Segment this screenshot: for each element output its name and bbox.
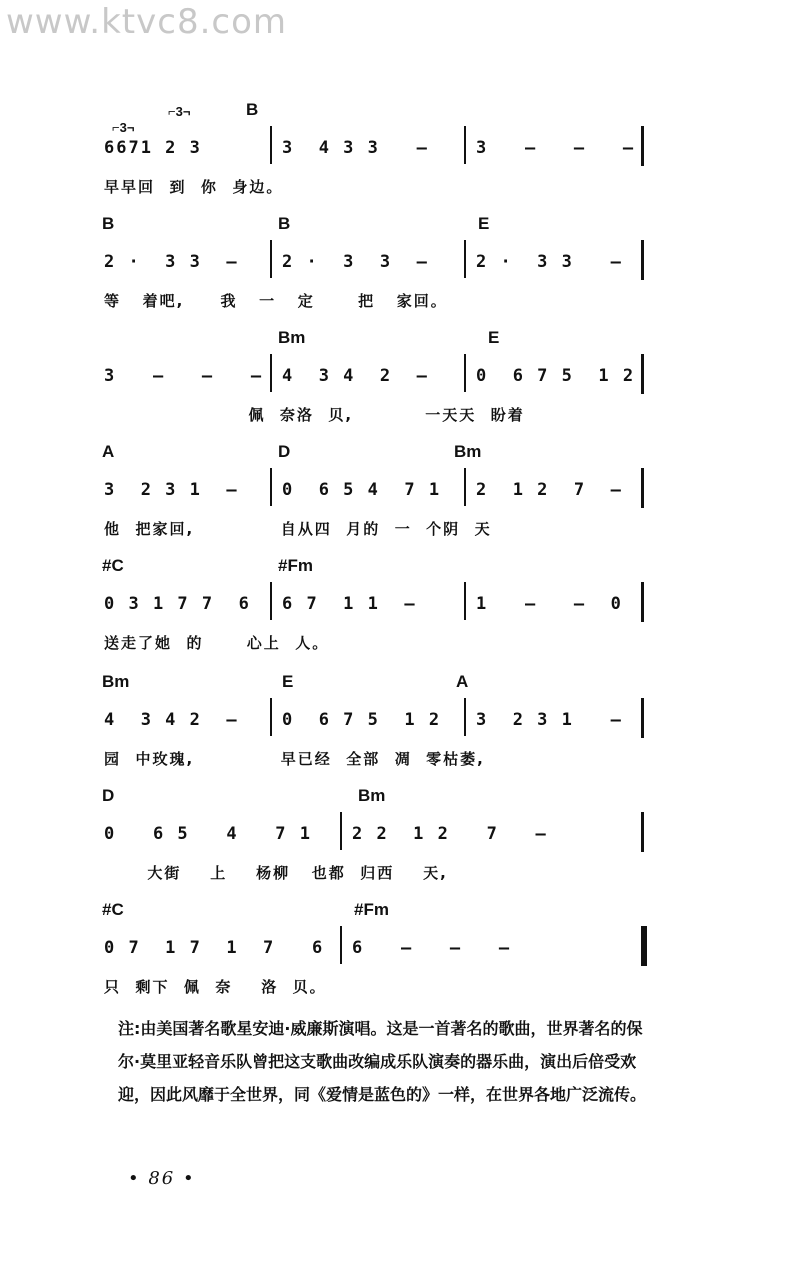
chord-symbol: D — [102, 786, 115, 805]
chord-symbol: Bm — [278, 328, 306, 347]
bar-line — [270, 126, 272, 164]
notes-row — [96, 924, 656, 968]
measure — [468, 238, 658, 278]
bar-line — [270, 240, 272, 278]
chord-row — [96, 442, 656, 466]
chord-row — [96, 214, 656, 238]
lyric-line: 佩 奈洛 贝, 一天天 盼着 — [104, 406, 525, 424]
watermark: www.ktvc8.com — [6, 2, 287, 42]
measure — [274, 238, 464, 278]
measure-notes: 4 3 4 2 — — [282, 366, 429, 386]
measure-notes: 2 · 3 3 — — [104, 252, 239, 272]
measure-notes: 0 6 5 4 7 1 — [104, 824, 312, 844]
chord-symbol: B — [102, 214, 115, 233]
tuplet-mark: ⌐3¬ — [112, 120, 135, 135]
measure-notes: 3 2 3 1 — — [104, 480, 239, 500]
measure-notes: 6 7 1 1 — — [282, 594, 417, 614]
notes-row — [96, 124, 656, 168]
measure-notes: 6 — — — — [352, 938, 512, 958]
measure — [96, 580, 276, 620]
chord-symbol: #Fm — [354, 900, 389, 919]
chord-symbol: Bm — [454, 442, 482, 461]
end-bar-line — [641, 240, 644, 280]
measure — [96, 924, 346, 964]
bar-line — [464, 240, 466, 278]
lyric-line: 他 把家回, 自从四 月的 一 个阴 天 — [104, 520, 492, 538]
measure — [344, 924, 654, 964]
chord-symbol: #C — [102, 900, 124, 919]
measure-notes: 2 1 2 7 — — [476, 480, 623, 500]
footnote — [118, 1012, 658, 1111]
chord-symbol: A — [456, 672, 469, 691]
chord-symbol: #C — [102, 556, 124, 575]
measure-notes: 2 · 3 3 — — [282, 252, 429, 272]
measure-notes: 0 6 5 4 7 1 — [282, 480, 442, 500]
lyric-line: 大街 上 杨柳 也都 归西 天, — [104, 864, 448, 882]
measure — [96, 352, 276, 392]
chord-row — [96, 900, 656, 924]
page-number: • 86 • — [128, 1168, 196, 1189]
lyric-line: 园 中玫瑰, 早已经 全部 凋 零枯萎, — [104, 750, 485, 768]
bar-line — [464, 126, 466, 164]
measure — [96, 810, 346, 850]
measure — [344, 810, 654, 850]
lyric-line: 只 剩下 佩 奈 洛 贝。 — [104, 978, 327, 996]
measure-notes: 4 3 4 2 — — [104, 710, 239, 730]
notes-row — [96, 696, 656, 740]
notes-row — [96, 810, 656, 854]
measure — [468, 696, 658, 736]
chord-symbol: B — [278, 214, 291, 233]
end-bar-line — [641, 582, 644, 622]
chord-symbol: D — [278, 442, 291, 461]
end-bar-line — [641, 468, 644, 508]
chord-row — [96, 328, 656, 352]
measure — [274, 124, 464, 164]
chord-row — [96, 672, 656, 696]
measure — [468, 466, 658, 506]
measure-notes: 3 2 3 1 — — [476, 710, 623, 730]
measure-notes: 3 — — — — [104, 366, 264, 386]
measure-notes: 1 — — 0 — [476, 594, 623, 614]
measure — [468, 124, 658, 164]
measure — [96, 466, 276, 506]
bar-line — [270, 354, 272, 392]
measure — [274, 580, 464, 620]
measure-notes: 3 — — — — [476, 138, 636, 158]
bar-line — [464, 354, 466, 392]
end-bar-line — [641, 354, 644, 394]
chord-symbol: A — [102, 442, 115, 461]
measure-notes: 0 3 1 7 7 6 — [104, 594, 251, 614]
bar-line — [340, 812, 342, 850]
measure-notes: 2 · 3 3 — — [476, 252, 623, 272]
measure-notes: 2 2 1 2 7 — — [352, 824, 548, 844]
chord-symbol: Bm — [102, 672, 130, 691]
measure-notes: 6671 2 3 — [104, 138, 202, 158]
measure-notes: 3 4 3 3 — — [282, 138, 429, 158]
bar-line — [340, 926, 342, 964]
measure-notes: 0 6 7 5 1 2 — [476, 366, 636, 386]
measure — [468, 580, 658, 620]
measure — [96, 124, 276, 164]
chord-symbol: E — [488, 328, 500, 347]
notes-row — [96, 466, 656, 510]
notes-row — [96, 352, 656, 396]
notes-row — [96, 238, 656, 282]
lyric-line: 等 着吧, 我 一 定 把 家回。 — [104, 292, 448, 310]
measure — [96, 238, 276, 278]
bar-line — [464, 698, 466, 736]
bar-line — [270, 698, 272, 736]
bar-line — [464, 582, 466, 620]
lyric-line: 送走了她 的 心上 人。 — [104, 634, 330, 652]
bar-line — [464, 468, 466, 506]
measure — [96, 696, 276, 736]
chord-row — [96, 556, 656, 580]
measure — [274, 466, 464, 506]
chord-symbol: B — [246, 100, 259, 119]
measure — [274, 352, 464, 392]
measure-notes: 0 6 7 5 1 2 — [282, 710, 442, 730]
chord-symbol: E — [478, 214, 490, 233]
notes-row — [96, 580, 656, 624]
measure-notes: 0 7 1 7 1 7 6 — [104, 938, 325, 958]
bar-line — [270, 582, 272, 620]
bar-line — [270, 468, 272, 506]
tuplet-mark: ⌐3¬ — [168, 104, 191, 119]
chord-row — [96, 786, 656, 810]
end-bar-line — [641, 812, 644, 852]
measure — [468, 352, 658, 392]
measure — [274, 696, 464, 736]
end-bar-line — [641, 126, 644, 166]
chord-symbol: E — [282, 672, 294, 691]
footnote-label: 注: — [118, 1019, 141, 1038]
chord-symbol: #Fm — [278, 556, 313, 575]
lyric-line: 早早回 到 你 身边。 — [104, 178, 284, 196]
chord-symbol: Bm — [358, 786, 386, 805]
footnote-text: 由美国著名歌星安迪·威廉斯演唱。这是一首著名的歌曲，世界著名的保尔·莫里亚轻音乐队曾把这支歌曲改编成乐队演奏的器乐曲，演出后倍受欢迎，因此风靡于全世界，同《爱情是蓝色的》一样，在世界各地广泛流传。 — [118, 1019, 647, 1104]
end-bar-line — [641, 698, 644, 738]
end-bar-line — [641, 926, 647, 966]
